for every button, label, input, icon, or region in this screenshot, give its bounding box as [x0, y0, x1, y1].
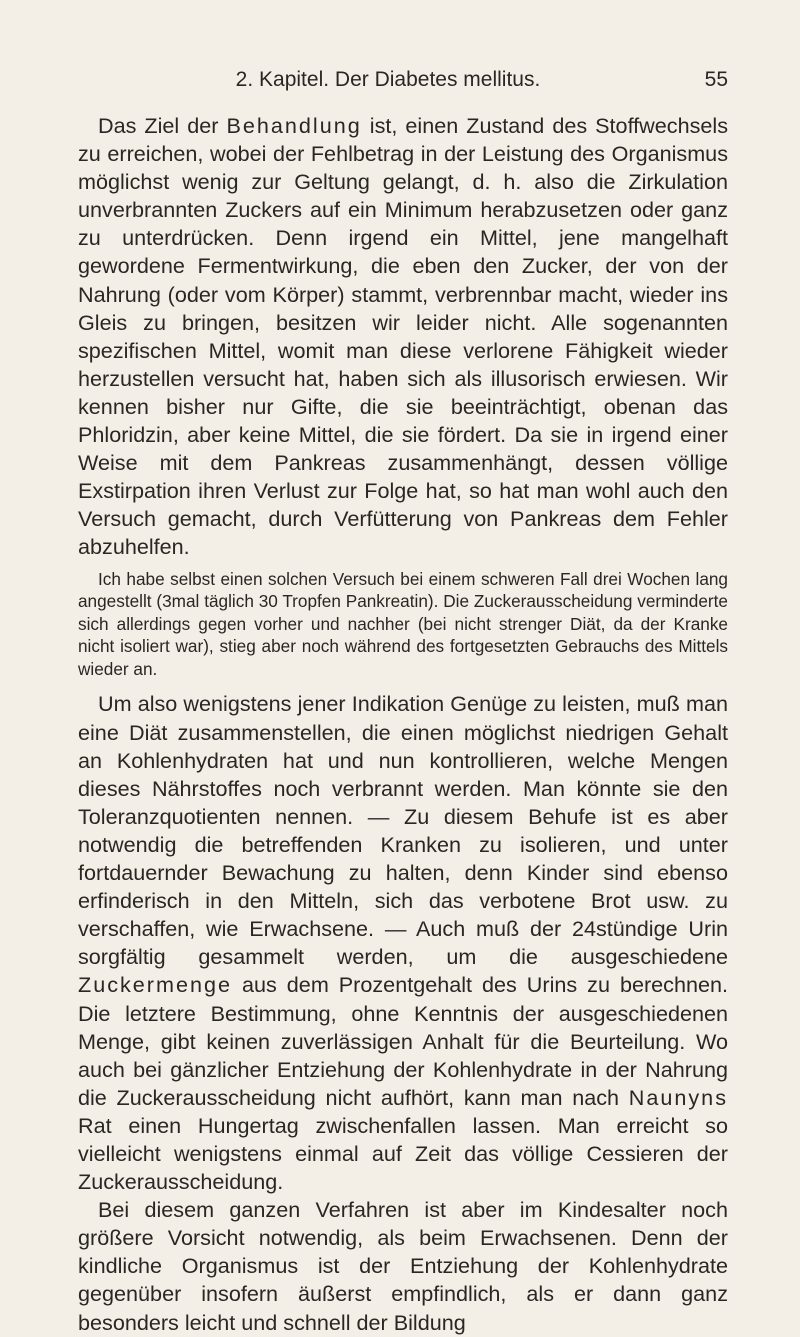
emphasis-behandlung: Behandlung [226, 113, 362, 138]
p2-text-c: aus dem Prozentgehalt des Urins zu berechnen. Die letztere Bestimmung, ohne Kenntnis der ausgeschiedenen Menge, gibt keinen zuverlässigen Anhalt für die Beurteilung. Wo auch bei gänzlicher Entziehung der Kohlenhydrate in der Nahrung die Zuckerausscheidung nicht aufhört, kann man nach [78, 972, 728, 1110]
p2-text-a: Um also wenigstens jener Indikation Genüge zu leisten, muß man eine Diät zusammenstellen, die einen möglichst niedrigen Gehalt an Kohlenhydraten hat und nun kontrollieren, welche Mengen dieses Nährstoffes noch verbrannt werden. Man könnte sie den Toleranzquotienten nennen. — Zu diesem Behufe ist es aber notwendig die betreffenden Kranken zu isolieren, und unter fortdauernder Bewachung zu halten, denn Kinder sind ebenso erfinderisch in den Mitteln, sich das verbotene Brot usw. zu verschaffen, wie Erwachsene. — Auch muß der 24stündige Urin sorgfältig gesammelt werden, um die ausgeschiedene [78, 691, 728, 970]
emphasis-naunyns: Naunyns [628, 1084, 728, 1110]
running-header [78, 68, 728, 98]
paragraph-treatment-goal [78, 112, 728, 562]
paragraph-diet-control [78, 690, 728, 1196]
emphasis-zuckermenge: Zuckermenge [78, 972, 233, 998]
page-number: 55 [704, 68, 728, 91]
paragraph-childhood-caution: Bei diesem ganzen Verfahren ist aber im Kindesalter noch größere Vorsicht notwendig, als beim Erwachsenen. Denn der kindliche Organismus ist der Entziehung der Kohlenhydrate gegenüber insofern äußerst empfindlich, als er dann ganz besonders leicht und schnell der Bildung [78, 1197, 728, 1335]
running-title: 2. Kapitel. Der Diabetes mellitus. [235, 68, 541, 91]
p1-text-a: Das Ziel der [98, 113, 227, 138]
note-pancreatin-trial: Ich habe selbst einen solchen Versuch bei einem schweren Fall drei Wochen lang angestellt (3mal täglich 30 Tropfen Pankreatin). Die Zuckerausscheidung verminderte sich allerdings gegen vorher und nachher (bei nicht strenger Diät, da der Kranke nicht isoliert war), stieg aber noch während des fortgesetzten Gebrauchs des Mittels wieder an. [78, 568, 728, 679]
p2-text-e: Rat einen Hungertag zwischenfallen lassen. Man erreicht so vielleicht wenigstens einmal auf Zeit das völlige Cessieren der Zuckerausscheidung. [78, 1112, 728, 1195]
p1-text-c: ist, einen Zustand des Stoffwechsels zu erreichen, wobei der Fehlbetrag in der Leistung des Organismus möglichst wenig zur Geltung gelangt, d. h. also die Zirkulation unverbrannten Zuckers auf ein Minimum herabzusetzen oder ganz zu unterdrücken. Denn irgend ein Mittel, jene mangelhaft gewordene Fermentwirkung, die eben den Zucker, der von der Nahrung (oder vom Körper) stammt, verbrennbar macht, wieder ins Gleis zu bringen, besitzen wir leider nicht. Alle sogenannten spezifischen Mittel, womit man diese verlorene Fähigkeit wieder herzustellen versucht hat, haben sich als illusorisch erwiesen. Wir kennen bisher nur Gifte, die sie beeinträchtigt, obenan das Phloridzin, aber keine Mittel, die sie fördert. Da sie in irgend einer Weise mit dem Pankreas zusammenhängt, dessen völlige Exstirpation ihren Verlust zur Folge hat, so hat man wohl auch den Versuch gemacht, durch Verfütterung von Pankreas dem Fehler abzuhelfen. [78, 113, 728, 560]
